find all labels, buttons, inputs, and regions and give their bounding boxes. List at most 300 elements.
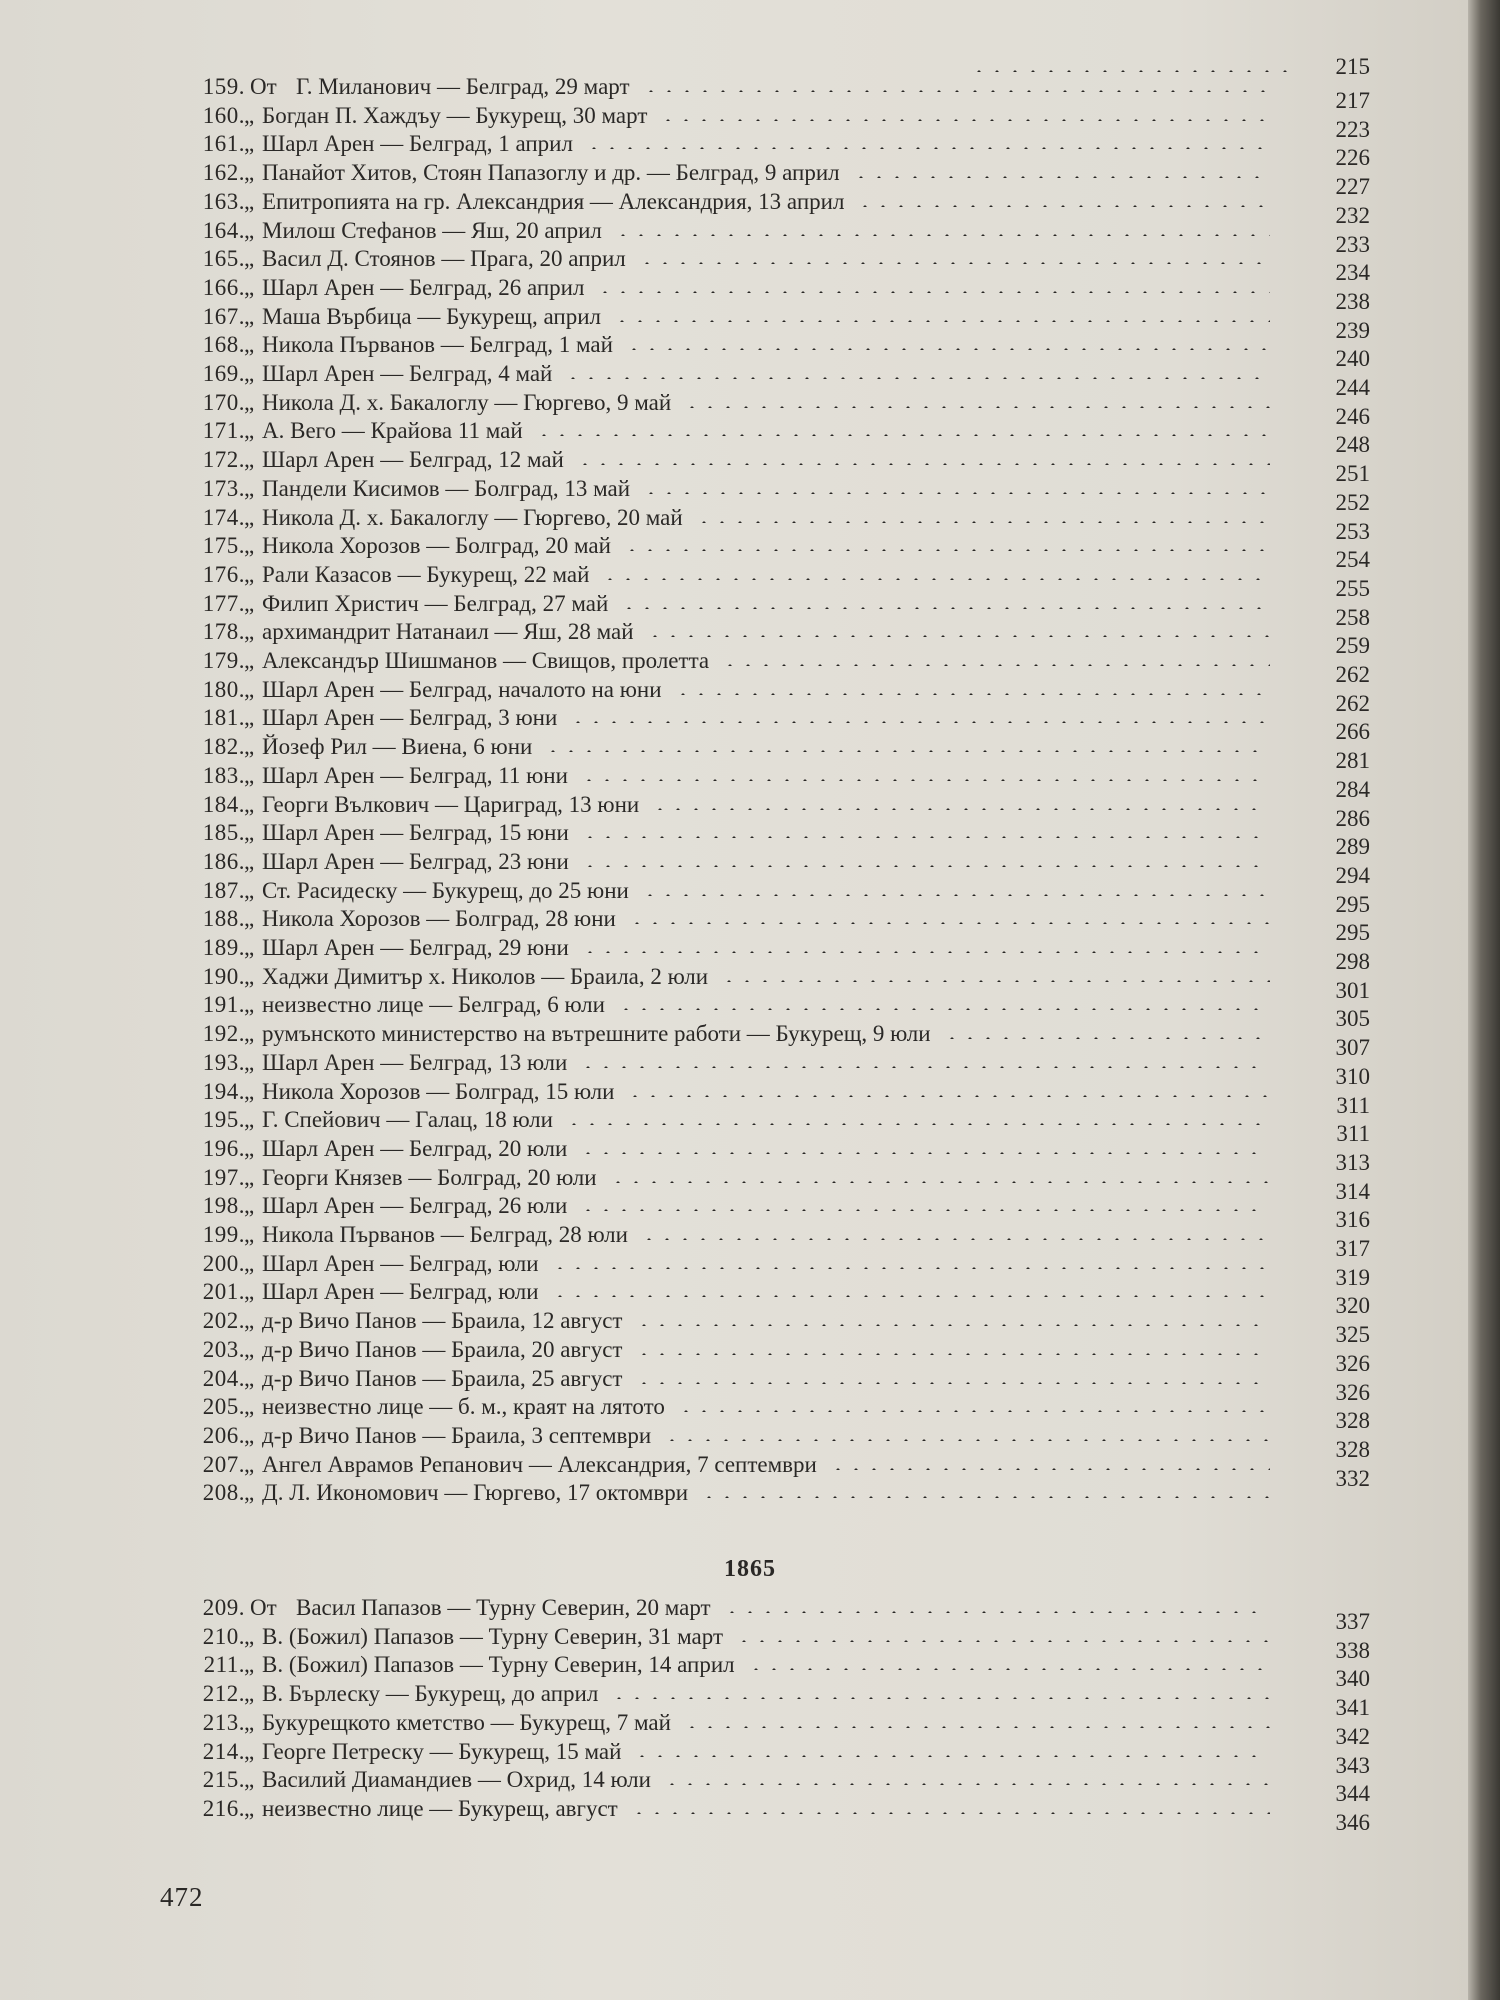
entry-prefix: „ bbox=[244, 820, 255, 846]
entry-text: д-р Вичо Панов — Браила, 3 септември bbox=[262, 1422, 652, 1448]
entry-number: 191. bbox=[202, 992, 245, 1018]
entry-prefix: „ bbox=[244, 447, 255, 473]
toc-page-number: 248 bbox=[1335, 432, 1370, 458]
leader-dots bbox=[677, 1410, 1270, 1412]
entry-text: Шарл Арен — Белград, 12 май bbox=[262, 447, 564, 473]
entry-prefix: „ bbox=[244, 160, 255, 186]
entry-number: 205. bbox=[202, 1394, 245, 1420]
entry-prefix: „ bbox=[244, 1738, 255, 1764]
entry-text: Ст. Расидеску — Букурещ, до 25 юни bbox=[262, 877, 629, 903]
year-heading: 1865 bbox=[724, 1556, 776, 1582]
entry-text: Никола Първанов — Белград, 1 май bbox=[262, 332, 613, 358]
entry-prefix: „ bbox=[244, 188, 255, 214]
toc-page-number: 262 bbox=[1335, 690, 1370, 716]
toc-page-number: 295 bbox=[1335, 891, 1370, 917]
toc-entry bbox=[150, 589, 1370, 630]
toc-page-number: 215 bbox=[1335, 54, 1370, 79]
entry-number: 166. bbox=[202, 274, 245, 300]
entry-text: Шарл Арен — Белград, 20 юли bbox=[262, 1135, 568, 1161]
leader-dots bbox=[700, 1496, 1270, 1498]
entry-number: 169. bbox=[202, 361, 245, 386]
entry-text: Никола Първанов — Белград, 28 юли bbox=[262, 1222, 628, 1247]
entry-number: 186. bbox=[202, 848, 245, 874]
entry-number: 206. bbox=[202, 1422, 245, 1448]
entry-prefix: „ bbox=[244, 1336, 255, 1362]
leader-dots bbox=[635, 1382, 1270, 1384]
toc-page-number: 226 bbox=[1335, 145, 1370, 171]
toc-entry bbox=[150, 1737, 1370, 1778]
entry-prefix: „ bbox=[244, 1193, 255, 1219]
entry-number: 197. bbox=[202, 1164, 245, 1190]
entry-prefix: „ bbox=[244, 992, 255, 1018]
toc-page-number: 328 bbox=[1335, 1408, 1370, 1434]
entry-number: 207. bbox=[202, 1451, 245, 1477]
leader-dots bbox=[829, 1468, 1270, 1470]
entry-number: 174. bbox=[202, 504, 245, 530]
toc-page-number: 310 bbox=[1335, 1063, 1370, 1089]
entry-number: 182. bbox=[202, 734, 245, 760]
toc-entry bbox=[150, 503, 1370, 544]
toc-entry bbox=[150, 388, 1370, 429]
toc-page-number: 246 bbox=[1335, 403, 1370, 429]
toc-page-number: 311 bbox=[1336, 1121, 1370, 1147]
leader-dots bbox=[735, 1640, 1270, 1642]
leader-dots bbox=[580, 779, 1270, 781]
leader-dots bbox=[613, 320, 1270, 322]
entry-text: Шарл Арен — Белград, 26 юли bbox=[262, 1193, 568, 1219]
leader-dots bbox=[683, 1726, 1270, 1728]
entry-prefix: „ bbox=[244, 332, 255, 358]
entry-number: 159. bbox=[202, 74, 245, 99]
leader-dots bbox=[581, 865, 1270, 867]
entry-text: Букурещкото кметство — Букурещ, 7 май bbox=[262, 1709, 671, 1735]
entry-text: д-р Вичо Панов — Браила, 25 август bbox=[262, 1365, 623, 1391]
leader-dots bbox=[579, 1066, 1270, 1068]
entry-text: Георги Князев — Болград, 20 юли bbox=[262, 1164, 597, 1190]
entry-number: 165. bbox=[202, 246, 245, 272]
entry-number: 202. bbox=[202, 1308, 245, 1334]
toc-page-number: 341 bbox=[1335, 1695, 1370, 1721]
entry-prefix: „ bbox=[244, 246, 255, 272]
entry-text: Богдан П. Хаждъу — Букурещ, 30 март bbox=[262, 102, 648, 128]
toc-page-number: 239 bbox=[1335, 317, 1370, 343]
toc-page-number: 259 bbox=[1335, 633, 1370, 659]
toc-page-number: 316 bbox=[1335, 1207, 1370, 1233]
leader-dots bbox=[581, 836, 1270, 838]
toc-page-number: 251 bbox=[1335, 461, 1370, 487]
toc-entry bbox=[150, 1105, 1370, 1147]
entry-number: 179. bbox=[202, 648, 245, 673]
toc-entry bbox=[150, 1593, 1370, 1634]
toc-entry bbox=[150, 1450, 1370, 1491]
entry-number: 187. bbox=[202, 877, 245, 903]
leader-dots bbox=[641, 894, 1270, 896]
leader-dots bbox=[623, 549, 1270, 551]
entry-number: 178. bbox=[202, 619, 245, 645]
entry-prefix: „ bbox=[244, 1308, 255, 1334]
toc-page-number: 254 bbox=[1335, 547, 1370, 573]
toc-page-number: 328 bbox=[1335, 1436, 1370, 1462]
entry-text: Панайот Хитов, Стоян Папазоглу и др. — Белград, 9 април bbox=[262, 160, 840, 186]
entry-number: 192. bbox=[202, 1021, 245, 1047]
entry-text: д-р Вичо Панов — Браила, 20 август bbox=[262, 1336, 623, 1362]
entry-prefix: „ bbox=[244, 1107, 255, 1133]
entry-text: Шарл Арен — Белград, юли bbox=[262, 1250, 539, 1276]
leader-dots bbox=[635, 1353, 1270, 1355]
entry-text: Шарл Арен — Белград, 15 юни bbox=[262, 820, 569, 846]
entry-prefix: „ bbox=[244, 1652, 255, 1678]
toc-entry bbox=[150, 790, 1370, 831]
leader-dots bbox=[630, 1812, 1270, 1814]
toc-entry bbox=[150, 1077, 1370, 1118]
toc-entry bbox=[150, 1421, 1370, 1462]
entry-prefix: „ bbox=[244, 533, 255, 559]
entry-prefix: „ bbox=[244, 963, 255, 989]
entry-prefix: „ bbox=[244, 619, 255, 645]
toc-page-number: 240 bbox=[1335, 346, 1370, 372]
leader-dots bbox=[628, 922, 1270, 924]
leader-dots bbox=[614, 234, 1270, 236]
entry-text: Г. Спейович — Галац, 18 юли bbox=[262, 1107, 553, 1133]
toc-page-number: 320 bbox=[1335, 1293, 1370, 1319]
entry-number: 164. bbox=[202, 217, 245, 243]
entry-text: Василий Диамандиев — Охрид, 14 юли bbox=[262, 1767, 651, 1793]
entry-number: 184. bbox=[202, 791, 245, 817]
toc-page-number: 346 bbox=[1335, 1809, 1370, 1835]
toc-page-number: 234 bbox=[1335, 260, 1370, 286]
leader-dots bbox=[620, 607, 1270, 609]
entry-prefix: „ bbox=[244, 418, 255, 444]
leader-dots bbox=[943, 1037, 1270, 1039]
entry-prefix: „ bbox=[244, 131, 255, 157]
entry-prefix: „ bbox=[244, 1422, 255, 1448]
entry-text: Шарл Арен — Белград, 26 април bbox=[262, 274, 585, 300]
toc-page-number: 313 bbox=[1335, 1149, 1370, 1175]
entry-number: 216. bbox=[202, 1795, 245, 1821]
leader-dots bbox=[596, 291, 1270, 293]
entry-number: 160. bbox=[202, 102, 245, 128]
entry-prefix: „ bbox=[244, 561, 255, 587]
entry-number: 173. bbox=[202, 475, 245, 501]
entry-text: Филип Христич — Белград, 27 май bbox=[262, 590, 609, 616]
entry-prefix: „ bbox=[244, 504, 255, 530]
entry-number: 171. bbox=[202, 418, 245, 444]
leader-dots bbox=[674, 693, 1270, 695]
entry-number: 161. bbox=[202, 131, 245, 157]
entry-text: Шарл Арен — Белград, 1 април bbox=[262, 131, 573, 157]
entry-text: Шарл Арен — Белград, 13 юли bbox=[262, 1049, 568, 1075]
entry-text: А. Вего — Крайова 11 май bbox=[262, 418, 523, 444]
toc-page-number: 326 bbox=[1335, 1379, 1370, 1405]
entry-prefix: „ bbox=[244, 303, 255, 329]
entry-text: румънското министерство на вътрешните работи — Букурещ, 9 юли bbox=[262, 1021, 931, 1047]
leader-dots bbox=[625, 348, 1270, 350]
entry-number: 163. bbox=[202, 188, 245, 214]
toc-entry bbox=[150, 302, 1370, 343]
toc-page-number: 223 bbox=[1335, 116, 1370, 142]
entry-text: Георги Вълкович — Цариград, 13 юни bbox=[262, 791, 640, 817]
toc-page-number: 305 bbox=[1335, 1006, 1370, 1032]
entry-text: Никола Д. х. Бакалоглу — Гюргево, 20 май bbox=[262, 504, 683, 530]
leader-dots bbox=[617, 1008, 1270, 1010]
toc-entry bbox=[150, 72, 1370, 113]
toc-page-number: 252 bbox=[1335, 489, 1370, 515]
leader-dots bbox=[651, 808, 1270, 810]
entry-number: 177. bbox=[202, 590, 245, 616]
leader-dots bbox=[601, 578, 1270, 580]
entry-prefix: „ bbox=[244, 1451, 255, 1477]
toc-page-number: 232 bbox=[1335, 202, 1370, 228]
toc-entry bbox=[150, 962, 1370, 1003]
entry-number: 185. bbox=[202, 820, 245, 846]
leader-dots bbox=[683, 406, 1270, 408]
leader-dots bbox=[626, 1095, 1270, 1097]
toc-page-number: 217 bbox=[1335, 88, 1370, 113]
leader-dots bbox=[581, 951, 1270, 953]
entry-prefix: „ bbox=[244, 274, 255, 300]
entry-number: 162. bbox=[202, 160, 245, 186]
entry-number: 170. bbox=[202, 389, 245, 415]
leader-dots bbox=[695, 521, 1270, 523]
toc-page-number: 332 bbox=[1335, 1465, 1370, 1491]
leader-dots bbox=[747, 1668, 1270, 1670]
entry-text: архимандрит Натанаил — Яш, 28 май bbox=[262, 619, 634, 645]
entry-text: Шарл Арен — Белград, 3 юни bbox=[262, 705, 558, 731]
leader-dots bbox=[585, 147, 1270, 149]
entry-number: 180. bbox=[202, 676, 245, 702]
entry-prefix: „ bbox=[244, 1623, 255, 1649]
toc-page-number: 343 bbox=[1335, 1752, 1370, 1778]
entry-prefix: „ bbox=[244, 389, 255, 415]
leader-dots bbox=[663, 1783, 1270, 1785]
toc-entry bbox=[150, 1364, 1370, 1405]
leader-dots bbox=[856, 205, 1270, 207]
leader-dots bbox=[579, 1209, 1270, 1211]
entry-prefix: „ bbox=[244, 217, 255, 243]
leader-dots bbox=[640, 1238, 1270, 1240]
entry-text: Д. Л. Икономович — Гюргево, 17 октомври bbox=[262, 1480, 689, 1506]
toc-entry bbox=[150, 101, 1370, 142]
entry-number: 181. bbox=[202, 705, 245, 731]
entry-text: Пандели Кисимов — Болград, 13 май bbox=[262, 475, 631, 501]
entry-text: Никола Д. х. Бакалоглу — Гюргево, 9 май bbox=[262, 389, 672, 415]
entry-text: Шарл Арен — Белград, началото на юни bbox=[262, 676, 662, 702]
entry-text: Г. Миланович — Белград, 29 март bbox=[296, 74, 630, 99]
entry-prefix: „ bbox=[244, 1078, 255, 1104]
entry-text: неизвестно лице — Букурещ, август bbox=[262, 1795, 618, 1821]
entry-text: Йозеф Рил — Виена, 6 юни bbox=[262, 734, 533, 760]
entry-prefix: „ bbox=[244, 906, 255, 932]
toc-page-number: 294 bbox=[1335, 862, 1370, 888]
toc-entry bbox=[150, 1478, 1350, 1507]
entry-number: 211. bbox=[203, 1652, 245, 1678]
toc-entry bbox=[150, 1622, 1370, 1663]
entry-number: 203. bbox=[202, 1336, 245, 1362]
entry-prefix: „ bbox=[244, 1049, 255, 1075]
leader-dots bbox=[663, 1439, 1270, 1441]
toc-page-number: 338 bbox=[1335, 1637, 1370, 1663]
leader-dots bbox=[565, 1123, 1270, 1125]
toc-page-number: 244 bbox=[1335, 375, 1370, 400]
toc-entry bbox=[150, 675, 1370, 716]
toc-page-number: 319 bbox=[1335, 1264, 1370, 1290]
toc-page-number: 342 bbox=[1335, 1723, 1370, 1749]
entry-prefix: От bbox=[250, 1595, 277, 1620]
entry-number: 198. bbox=[202, 1193, 245, 1219]
entry-number: 208. bbox=[202, 1480, 245, 1506]
entry-number: 204. bbox=[202, 1365, 245, 1391]
toc-entry bbox=[150, 904, 1370, 946]
toc-page-number: 311 bbox=[1336, 1092, 1370, 1118]
entry-prefix: „ bbox=[244, 475, 255, 501]
entry-text: Шарл Арен — Белград, 23 юни bbox=[262, 848, 569, 874]
entry-text: Георге Петреску — Букурещ, 15 май bbox=[262, 1738, 622, 1764]
entry-prefix: „ bbox=[244, 791, 255, 817]
entry-prefix: „ bbox=[244, 1021, 255, 1047]
entry-prefix: „ bbox=[244, 1222, 255, 1247]
entry-prefix: „ bbox=[244, 1681, 255, 1707]
entry-prefix: „ bbox=[244, 1250, 255, 1276]
entry-number: 212. bbox=[202, 1681, 245, 1707]
entry-prefix: „ bbox=[244, 1365, 255, 1391]
entry-text: д-р Вичо Панов — Браила, 12 август bbox=[262, 1308, 623, 1334]
toc-entry bbox=[150, 1163, 1370, 1204]
leader-dots bbox=[576, 463, 1270, 465]
entry-prefix: „ bbox=[244, 1164, 255, 1190]
entry-text: Васил Д. Стоянов — Прага, 20 април bbox=[262, 246, 626, 272]
toc-page-number: 233 bbox=[1335, 231, 1370, 257]
entry-prefix: „ bbox=[244, 676, 255, 702]
entry-text: Шарл Арен — Белград, 29 юни bbox=[262, 935, 569, 960]
entry-prefix: „ bbox=[244, 1135, 255, 1161]
entry-text: Александър Шишманов — Свищов, пролетта bbox=[262, 648, 710, 673]
leader-dots bbox=[635, 1324, 1270, 1326]
leader-dots bbox=[579, 1152, 1270, 1154]
entry-number: 199. bbox=[202, 1222, 245, 1247]
entry-number: 215. bbox=[202, 1767, 245, 1793]
leader-dots bbox=[659, 119, 1270, 121]
leader-dots bbox=[720, 980, 1270, 982]
entry-text: В. (Божил) Папазов — Турну Северин, 31 март bbox=[262, 1623, 724, 1649]
entry-text: Рали Казасов — Букурещ, 22 май bbox=[262, 561, 590, 587]
entry-text: Епитропията на гр. Александрия — Александрия, 13 април bbox=[262, 188, 845, 214]
entry-number: 172. bbox=[202, 447, 245, 473]
toc-entry bbox=[150, 216, 1370, 257]
toc-page-number: 295 bbox=[1335, 920, 1370, 946]
leader-dots bbox=[852, 176, 1270, 178]
entry-number: 188. bbox=[202, 906, 245, 932]
entry-prefix: „ bbox=[244, 1279, 255, 1305]
toc-page-number: 340 bbox=[1335, 1666, 1370, 1692]
entry-prefix: „ bbox=[244, 1394, 255, 1420]
entry-text: В. Бърлеску — Букурещ, до април bbox=[262, 1681, 599, 1707]
entry-prefix: „ bbox=[244, 705, 255, 731]
leader-dots bbox=[609, 1181, 1270, 1183]
entry-number: 183. bbox=[202, 762, 245, 788]
page-edge-shadow bbox=[1468, 0, 1500, 2000]
toc-page-number: 307 bbox=[1335, 1035, 1370, 1061]
entry-prefix: „ bbox=[244, 1795, 255, 1821]
toc-page-number: 314 bbox=[1335, 1178, 1370, 1204]
entry-number: 210. bbox=[202, 1623, 245, 1649]
entry-number: 168. bbox=[202, 332, 245, 358]
entry-prefix: „ bbox=[244, 102, 255, 128]
entry-prefix: „ bbox=[244, 877, 255, 903]
toc-page-number: 284 bbox=[1335, 776, 1370, 802]
page-number: 472 bbox=[160, 1882, 204, 1912]
toc-page-number: 281 bbox=[1335, 748, 1370, 774]
entry-number: 213. bbox=[202, 1709, 245, 1735]
entry-text: Никола Хорозов — Болград, 15 юли bbox=[262, 1078, 615, 1104]
entry-text: Маша Върбица — Букурещ, април bbox=[262, 303, 601, 329]
entry-text: неизвестно лице — б. м., краят на лятото bbox=[262, 1394, 665, 1420]
leader-dots bbox=[535, 434, 1270, 436]
leader-dots bbox=[610, 1697, 1270, 1699]
entry-number: 196. bbox=[202, 1135, 245, 1161]
entry-number: 167. bbox=[202, 303, 245, 329]
toc-page-number: 289 bbox=[1335, 834, 1370, 860]
entry-number: 214. bbox=[202, 1738, 245, 1764]
entry-text: Шарл Арен — Белград, юли bbox=[262, 1279, 539, 1305]
entry-number: 201. bbox=[202, 1279, 245, 1305]
entry-prefix: „ bbox=[244, 648, 255, 673]
leader-dots bbox=[646, 635, 1270, 637]
toc-entry bbox=[150, 1249, 1370, 1290]
toc-page-number: 325 bbox=[1335, 1322, 1370, 1348]
leader-dots bbox=[633, 1755, 1270, 1757]
entry-text: Ангел Аврамов Репанович — Александрия, 7 септември bbox=[262, 1451, 817, 1477]
toc-entry bbox=[150, 876, 1370, 917]
entry-prefix: „ bbox=[244, 734, 255, 760]
entry-prefix: От bbox=[250, 74, 277, 99]
entry-prefix: „ bbox=[244, 361, 255, 386]
toc-page-number: 227 bbox=[1335, 174, 1370, 200]
entry-number: 200. bbox=[202, 1250, 245, 1276]
leader-dots bbox=[544, 750, 1270, 752]
toc-page-number: 344 bbox=[1335, 1781, 1370, 1807]
entry-number: 190. bbox=[202, 963, 245, 989]
toc-page-number: 255 bbox=[1335, 575, 1370, 601]
leader-dots bbox=[551, 1267, 1270, 1269]
entry-prefix: „ bbox=[244, 848, 255, 874]
toc-page-number: 238 bbox=[1335, 288, 1370, 314]
entry-text: Шарл Арен — Белград, 11 юни bbox=[262, 762, 568, 788]
leader-dots bbox=[723, 1611, 1270, 1613]
leader-dots bbox=[638, 262, 1270, 264]
entry-number: 193. bbox=[202, 1049, 245, 1075]
entry-number: 189. bbox=[202, 935, 245, 960]
leader-dots bbox=[642, 90, 1270, 92]
entry-number: 176. bbox=[202, 561, 245, 587]
leader-dots bbox=[569, 721, 1270, 723]
entry-text: Шарл Арен — Белград, 4 май bbox=[262, 361, 553, 386]
toc-page-number: 298 bbox=[1335, 949, 1370, 974]
toc-page-number: 286 bbox=[1335, 805, 1370, 831]
entry-text: Никола Хорозов — Болград, 28 юни bbox=[262, 906, 616, 932]
entry-prefix: „ bbox=[244, 1709, 255, 1735]
toc-page-number: 326 bbox=[1335, 1350, 1370, 1376]
toc-page-number: 258 bbox=[1335, 604, 1370, 630]
entry-text: Васил Папазов — Турну Северин, 20 март bbox=[296, 1595, 711, 1620]
entry-number: 175. bbox=[202, 533, 245, 559]
toc-page-number: 266 bbox=[1335, 719, 1370, 745]
entry-prefix: „ bbox=[244, 590, 255, 616]
leader-dots bbox=[642, 492, 1270, 494]
entry-number: 194. bbox=[202, 1078, 245, 1104]
entry-prefix: „ bbox=[244, 1767, 255, 1793]
leader-dots bbox=[564, 377, 1270, 379]
toc-page-number: 253 bbox=[1335, 518, 1370, 544]
